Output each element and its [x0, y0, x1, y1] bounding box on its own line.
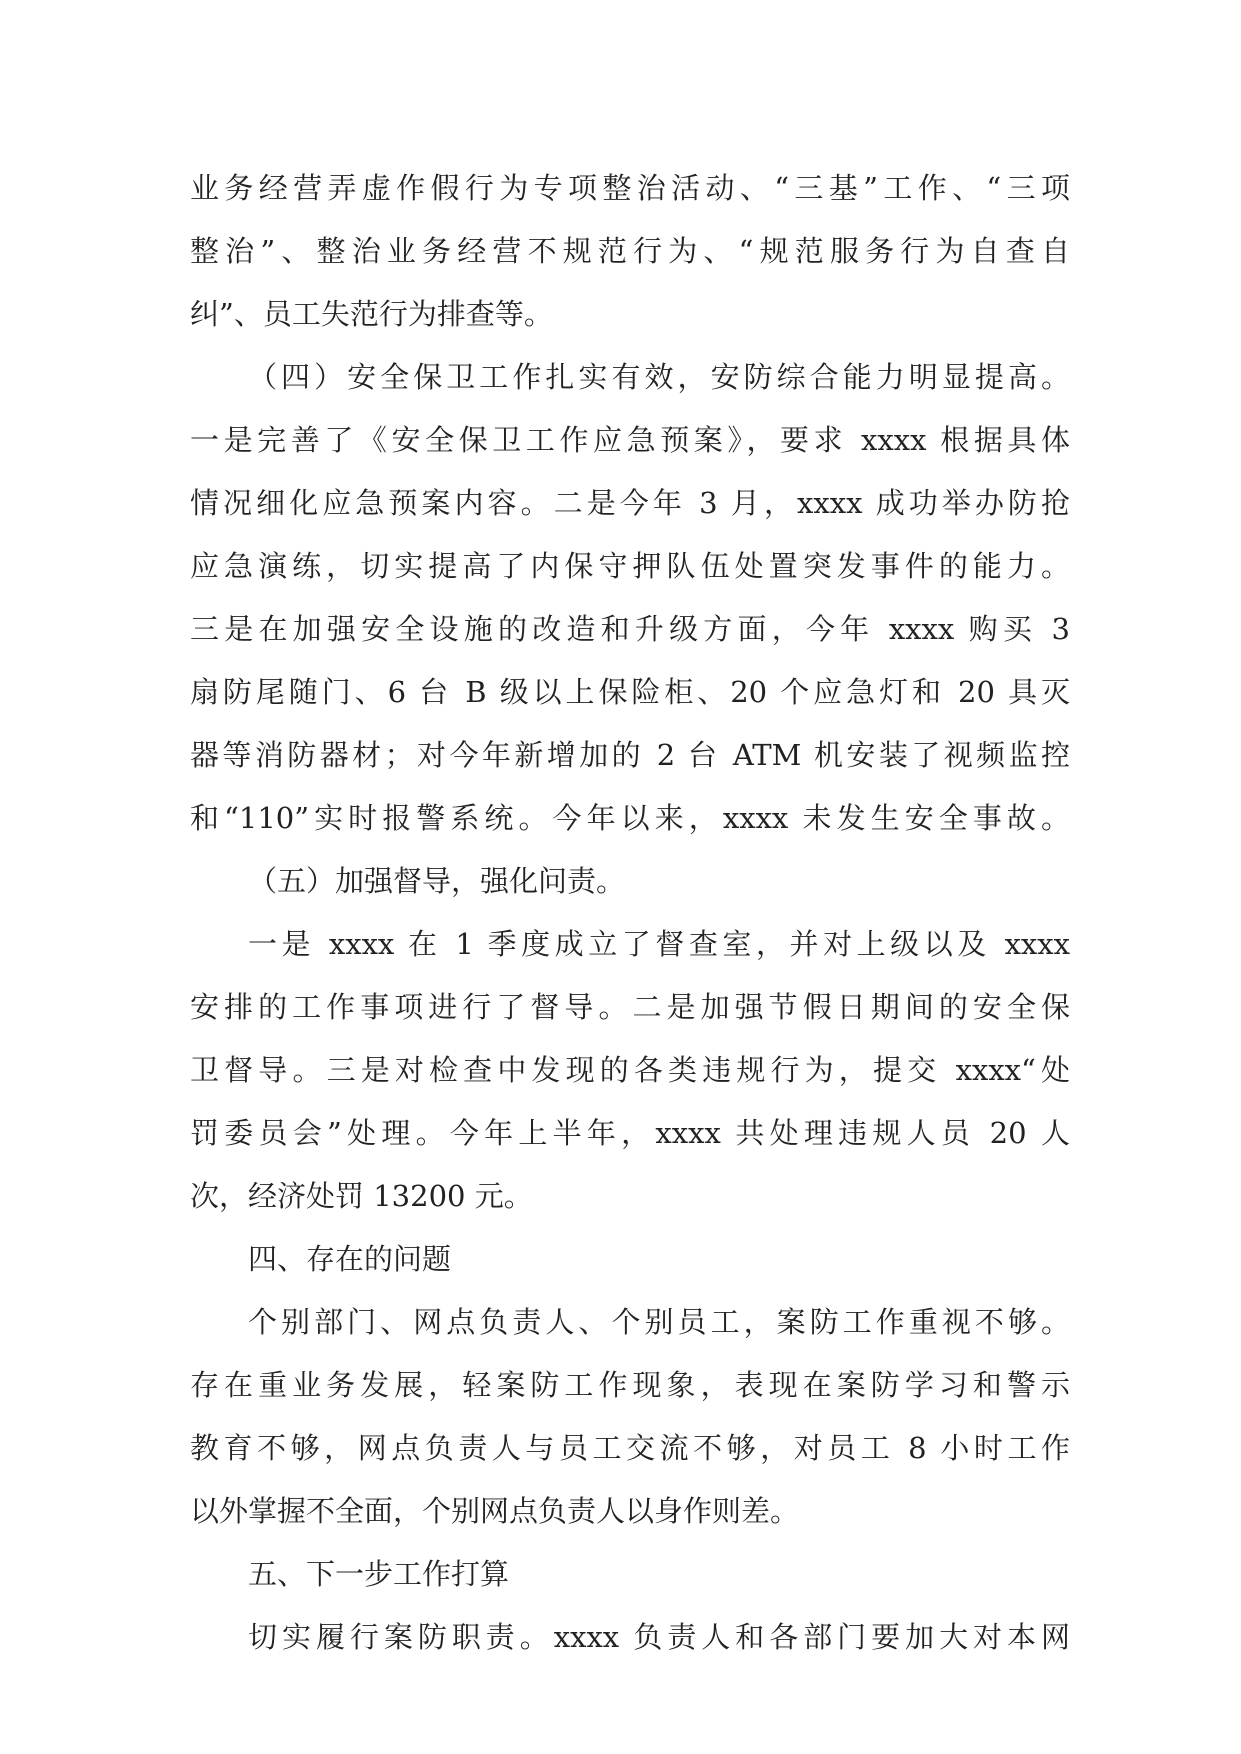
text-line: 情况细化应急预案内容。二是今年 3 月，xxxx 成功举办防抢	[190, 486, 1070, 520]
text-line: 一是 xxxx 在 1 季度成立了督查室，并对上级以及 xxxx	[248, 927, 1070, 961]
text-line: 和“110”实时报警系统。今年以来，xxxx 未发生安全事故。	[190, 801, 1070, 835]
section-heading: 五、下一步工作打算	[248, 1557, 510, 1591]
text-line: 以外掌握不全面，个别网点负责人以身作则差。	[190, 1494, 800, 1528]
text-line: 切实履行案防职责。xxxx 负责人和各部门要加大对本网	[248, 1620, 1070, 1654]
text-line: 业务经营弄虚作假行为专项整治活动、“三基”工作、“三项	[190, 171, 1070, 205]
section-heading: （四）安全保卫工作扎实有效，安防综合能力明显提高。	[248, 360, 1070, 394]
text-line: 个别部门、网点负责人、个别员工，案防工作重视不够。	[248, 1305, 1070, 1339]
text-line: 安排的工作事项进行了督导。二是加强节假日期间的安全保	[190, 990, 1070, 1024]
section-heading: （五）加强督导，强化问责。	[248, 864, 626, 898]
text-line: 纠”、员工失范行为排查等。	[190, 297, 553, 331]
text-line: 整治”、整治业务经营不规范行为、“规范服务行为自查自	[190, 234, 1070, 268]
text-line: 教育不够，网点负责人与员工交流不够，对员工 8 小时工作	[190, 1431, 1070, 1465]
text-line: 罚委员会”处理。今年上半年，xxxx 共处理违规人员 20 人	[190, 1116, 1070, 1150]
section-heading: 四、存在的问题	[248, 1242, 452, 1276]
text-line: 存在重业务发展，轻案防工作现象，表现在案防学习和警示	[190, 1368, 1070, 1402]
document-page	[190, 157, 1070, 1669]
text-line: 三是在加强安全设施的改造和升级方面，今年 xxxx 购买 3	[190, 612, 1070, 646]
text-line: 次，经济处罚 13200 元。	[190, 1179, 533, 1213]
text-line: 器等消防器材；对今年新增加的 2 台 ATM 机安装了视频监控	[190, 738, 1070, 772]
text-line: 一是完善了《安全保卫工作应急预案》，要求 xxxx 根据具体	[190, 423, 1070, 457]
text-line: 扇防尾随门、6 台 B 级以上保险柜、20 个应急灯和 20 具灭	[190, 675, 1070, 709]
text-line: 卫督导。三是对检查中发现的各类违规行为，提交 xxxx“处	[190, 1053, 1070, 1087]
text-line: 应急演练，切实提高了内保守押队伍处置突发事件的能力。	[190, 549, 1070, 583]
